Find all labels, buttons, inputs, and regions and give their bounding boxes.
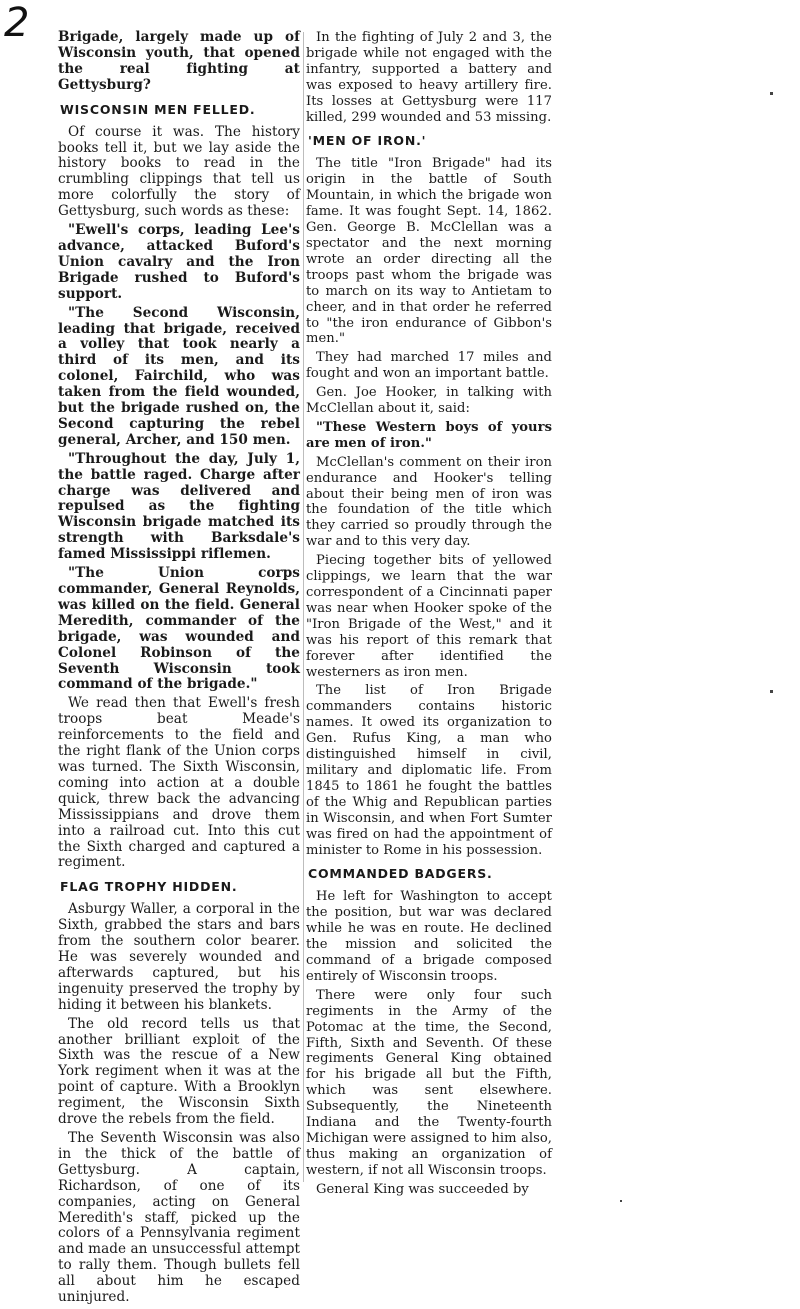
left-quote-2: "The Second Wisconsin, leading that brigade, received a volley that took nearly a third of its men, and its colonel, Fairchild, who was taken from the field wounded, but the brigade rushed on, the Second capturing the rebel general, Archer, and 150 men. bbox=[58, 304, 300, 448]
scan-speck bbox=[770, 690, 773, 693]
right-paragraph-5: McClellan's comment on their iron endurance and Hooker's telling about their being men of iron was the foundation of the title which they carried so proudly through the war and to this very day. bbox=[306, 454, 552, 550]
right-paragraph-1: In the fighting of July 2 and 3, the brigade while not engaged with the infantry, supported a battery and was exposed to heavy artillery fire. Its losses at Gettysburg were 117 killed, 299 wounded and 53 missing. bbox=[306, 30, 552, 125]
column-divider bbox=[303, 32, 304, 1182]
right-paragraph-4: Gen. Joe Hooker, in talking with McClellan about it, said: bbox=[306, 385, 552, 417]
right-paragraph-9: There were only four such regiments in the Army of the Potomac at the time, the Second, Fifth, Sixth and Seventh. Of these regiments General King obtained for his brigade all but the Fifth, which was sent elsewhere. Subsequently, the Nineteenth Indiana and the Twenty-fourth Michigan were assigned to him also, thus making an organization of western, if not all Wisconsin troops. bbox=[306, 987, 552, 1178]
right-quote-1: "These Western boys of yours are men of iron." bbox=[306, 419, 552, 451]
right-paragraph-2: The title "Iron Brigade" had its origin in the battle of South Mountain, in which the brigade won fame. It was fought Sept. 14, 1862. Gen. George B. McClellan was a spectator and the next morning wrote an order directing all the troops past whom the brigade was to march on its way to Antietam to cheer, and in that order he referred to "the iron endurance of Gibbon's men." bbox=[306, 156, 552, 347]
heading-wisconsin-men-felled: WISCONSIN MEN FELLED. bbox=[60, 101, 256, 117]
left-quote-3: "Throughout the day, July 1, the battle raged. Charge after charge was delivered and repulsed as the fighting Wisconsin brigade matched its strength with Barksdale's famed Mississippi riflemen. bbox=[58, 450, 300, 563]
scan-speck bbox=[620, 1200, 622, 1202]
left-column bbox=[58, 30, 300, 1309]
right-paragraph-6: Piecing together bits of yellowed clippings, we learn that the war correspondent of a Cincinnati paper was near when Hooker spoke of the "Iron Brigade of the West," and it was his report of this remark that forever after identified the westerners as iron men. bbox=[306, 553, 552, 680]
right-paragraph-10: General King was succeeded by bbox=[316, 1181, 529, 1197]
left-paragraph-6: The Seventh Wisconsin was also in the thick of the battle of Gettysburg. A captain, Richardson, of one of its companies, acting on General Meredith's staff, picked up the colors of a Pennsylvania regiment and made an unsuccessful attempt to rally them. Though bullets fell all about him he escaped uninjured. bbox=[58, 1130, 300, 1306]
left-paragraph-5: The old record tells us that another brilliant exploit of the Sixth was the rescue of a New York regiment when it was at the point of capture. With a Brooklyn regiment, the Wisconsin Sixth drove the rebels from the field. bbox=[58, 1015, 300, 1128]
left-paragraph-1: Brigade, largely made up of Wisconsin youth, that opened the real fighting at Gettysburg? bbox=[58, 29, 300, 93]
left-paragraph-4: Asburgy Waller, a corporal in the Sixth, grabbed the stars and bars from the southern color bearer. He was severely wounded and afterwards captured, but his ingenuity preserved the trophy by hiding it between his blankets. bbox=[58, 901, 300, 1013]
left-quote-4: "The Union corps commander, General Reynolds, was killed on the field. General Meredith, commander of the brigade, was wounded and Colonel Robinson of the Seventh Wisconsin took command of the brigade." bbox=[58, 565, 300, 693]
right-paragraph-8: He left for Washington to accept the position, but war was declared while he was en route. He declined the mission and solicited the command of a brigade composed entirely of Wisconsin troops. bbox=[306, 889, 552, 984]
left-paragraph-3: We read then that Ewell's fresh troops beat Meade's reinforcements to the field and the right flank of the Union corps was turned. The Sixth Wisconsin, coming into action at a double quick, threw back the advancing Mississippians and drove them into a railroad cut. Into this cut the Sixth charged and captured a regiment. bbox=[58, 695, 300, 871]
heading-flag-trophy-hidden: FLAG TROPHY HIDDEN. bbox=[60, 879, 238, 895]
page-number: 2 bbox=[4, 0, 30, 46]
right-column bbox=[306, 30, 552, 1201]
left-paragraph-2: Of course it was. The history books tell it, but we lay aside the history books to read in the crumbling clippings that tell us more colorfully the story of Gettysburg, such words as these: bbox=[58, 123, 300, 220]
heading-men-of-iron: 'MEN OF IRON.' bbox=[308, 133, 427, 149]
right-paragraph-3: They had marched 17 miles and fought and won an important battle. bbox=[306, 350, 552, 382]
left-quote-1: "Ewell's corps, leading Lee's advance, attacked Buford's Union cavalry and the Iron Brigade rushed to Buford's support. bbox=[58, 222, 300, 302]
right-paragraph-7: The list of Iron Brigade commanders contains historic names. It owed its organization to Gen. Rufus King, a man who distinguished himself in civil, military and diplomatic life. From 1845 to 1861 he fought the battles of the Whig and Republican parties in Wisconsin, and when Fort Sumter was fired on had the appointment of minister to Rome in his possession. bbox=[306, 683, 552, 858]
scan-speck bbox=[770, 92, 773, 95]
heading-commanded-badgers: COMMANDED BADGERS. bbox=[308, 866, 493, 882]
